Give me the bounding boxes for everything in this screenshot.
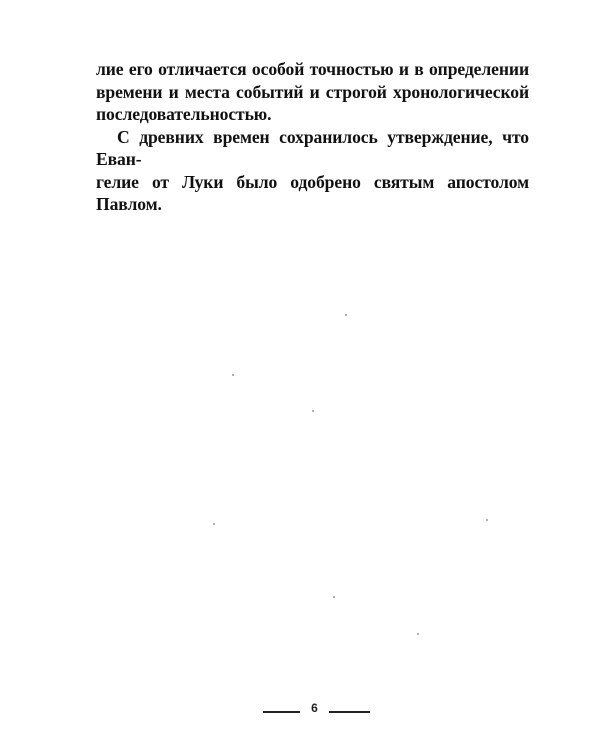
text-line: гелие от Луки было одобрено святым апостолом Павлом. xyxy=(96,171,529,214)
footer-rule-right xyxy=(329,711,370,713)
scan-speck xyxy=(345,314,347,316)
paragraph-2 xyxy=(96,126,529,216)
text-line: С древних времен сохранилось утверждение, что Еван- xyxy=(96,126,529,169)
scan-speck xyxy=(417,633,419,635)
scan-speck xyxy=(486,519,488,521)
scan-speck xyxy=(213,523,215,525)
page-footer xyxy=(0,700,600,722)
text-line: лие его отличается особой точностью и в определении xyxy=(96,59,529,79)
paragraph-1 xyxy=(96,58,529,126)
scan-speck xyxy=(232,374,234,376)
body-text xyxy=(96,58,529,216)
footer-rule-left xyxy=(263,711,300,713)
page-number: 6 xyxy=(311,701,318,715)
text-line: последовательностью. xyxy=(96,104,272,124)
text-line: времени и места событий и строгой хронологической xyxy=(96,81,529,102)
scan-speck xyxy=(333,596,335,598)
scan-speck xyxy=(312,410,314,412)
